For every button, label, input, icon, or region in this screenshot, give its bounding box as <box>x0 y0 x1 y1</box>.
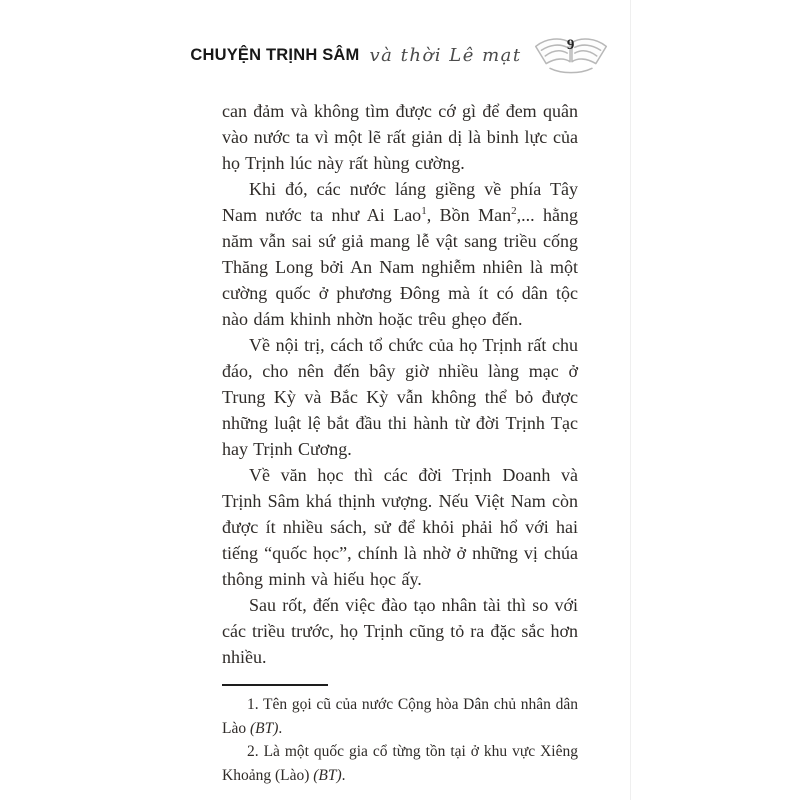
footnote-separator-rule <box>222 684 328 686</box>
footnote-ref-1: 1 <box>421 205 427 217</box>
footnote-2 <box>222 740 578 787</box>
page-right-edge <box>630 0 631 800</box>
page-header <box>190 34 578 76</box>
paragraph-2-text: Khi đó, các nước láng giềng về phía Tây Nam nước ta như Ai Lao <box>222 179 578 225</box>
footnote-2-editor-ref: (BT) <box>313 766 342 784</box>
footnote-2-number: 2. <box>247 743 259 760</box>
footnote-2-text: Là một quốc gia cổ từng tồn tại ở khu vực Xiêng Khoảng (Lào) <box>222 743 578 784</box>
footnote-1-end: . <box>278 719 283 737</box>
footnote-ref-2: 2 <box>511 205 517 217</box>
text-column <box>190 34 578 787</box>
footnote-2-end: . <box>341 766 346 784</box>
paragraph-2 <box>222 176 578 332</box>
running-title-script: và thời Lê mạt <box>369 44 522 66</box>
paragraph-2-text: , Bồn Man <box>426 205 512 225</box>
footnotes-section <box>222 684 578 787</box>
open-book-icon <box>532 34 610 76</box>
footnote-1 <box>222 693 578 740</box>
page-body <box>222 98 578 670</box>
paragraph-5: Sau rốt, đến việc đào tạo nhân tài thì so với các triều trước, họ Trịnh cũng tỏ ra đặc sắc hơn nhiều. <box>222 595 578 667</box>
footnote-1-editor-ref: (BT) <box>249 719 279 737</box>
footnote-1-number: 1. <box>247 696 259 713</box>
paragraph-3: Về nội trị, cách tổ chức của họ Trịnh rất chu đáo, cho nên đến bây giờ nhiều làng mạc ở Trung Kỳ và Bắc Kỳ vẫn không thể bỏ được những luật lệ bắt đầu thi hành từ đời Trịnh Tạc hay Trịnh Cương. <box>222 335 578 459</box>
running-title-main: CHUYỆN TRỊNH SÂM <box>190 45 360 64</box>
paragraph-2-text: ,... hằng năm vẫn sai sứ giả mang lễ vật sang triều cống Thăng Long bởi An Nam nghiễm nhiên là một cường quốc ở phương Đông mà ít có dân tộc nào dám khinh nhờn hoặc trêu ghẹo đến. <box>222 205 578 329</box>
paragraph-4: Về văn học thì các đời Trịnh Doanh và Trịnh Sâm khá thịnh vượng. Nếu Việt Nam còn được ít nhiều sách, sử để khỏi phải hổ với hai tiếng “quốc học”, chính là nhờ ở những vị chúa thông minh và hiếu học ấy. <box>222 465 578 589</box>
page-number: 9 <box>566 37 575 53</box>
footnote-1-text: Tên gọi cũ của nước Cộng hòa Dân chủ nhân dân Lào <box>222 696 578 737</box>
paragraph-1: can đảm và không tìm được cớ gì để đem quân vào nước ta vì một lẽ rất giản dị là binh lực của họ Trịnh lúc này rất hùng cường. <box>222 101 578 173</box>
